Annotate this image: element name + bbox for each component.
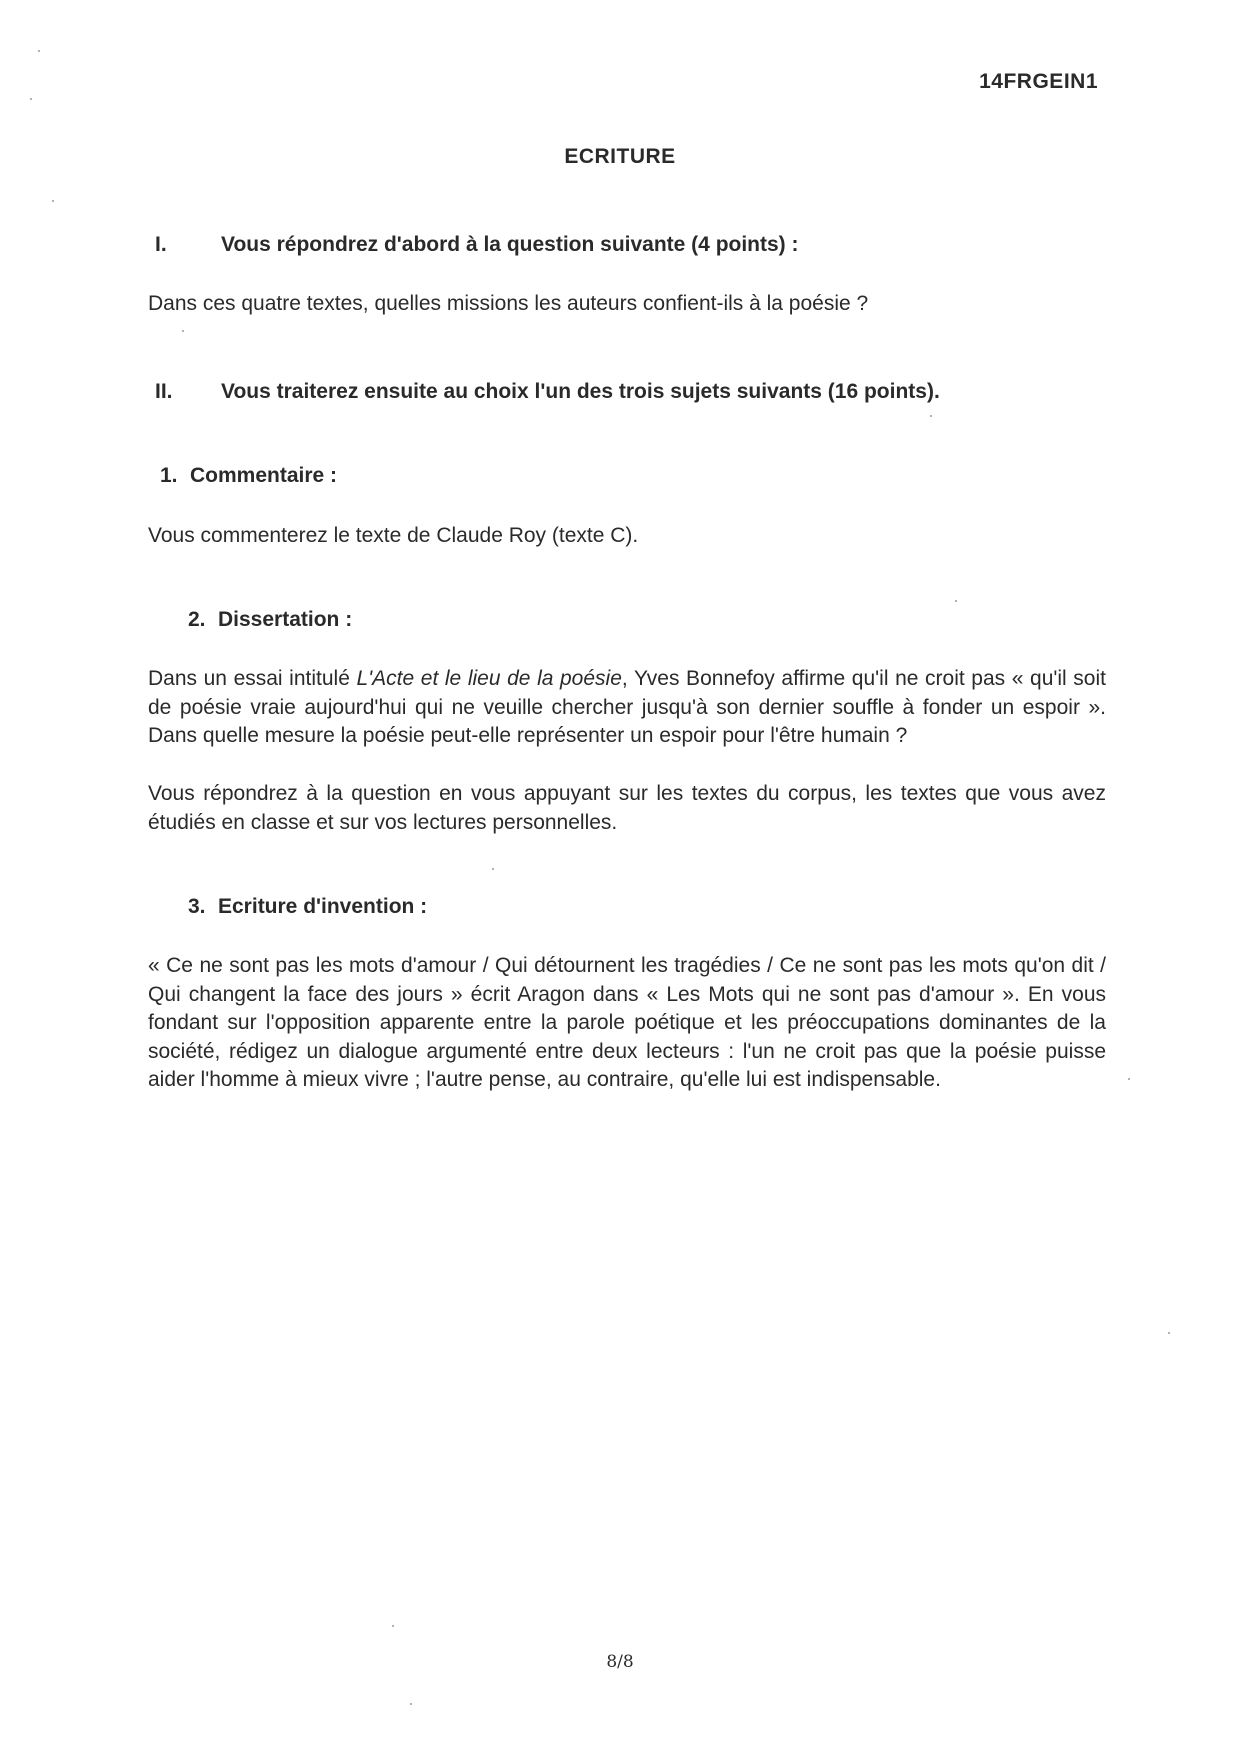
subject1-heading-text: Commentaire : [190,464,338,487]
page-title: ECRITURE [564,145,676,168]
scan-speck [52,200,54,202]
subject2-instructions: Vous répondrez à la question en vous appuyant sur les textes du corpus, les textes que vous avez étudiés en classe et sur vos lectures personnelles. [148,782,1106,834]
subject2-text-after-title: , Yves Bonnefoy affirme qu'il ne croit pas « qu'il soit de poésie vraie aujourd'hui qui ne veuille chercher jusqu'à son dernier souffle à fonder un espoir ». Dans quelle mesure la poésie peut-elle représenter un espoir pour l'être humain ? [148,667,1106,748]
part2-heading-text: Vous traiterez ensuite au choix l'un des trois sujets suivants (16 points). [221,380,940,403]
part2-heading [155,380,940,404]
subject1-text: Vous commenterez le texte de Claude Roy (texte C). [148,524,639,547]
subject2-heading [188,608,352,632]
subject2-book-title: L'Acte et le lieu de la poésie [356,667,622,690]
scan-speck [38,50,40,52]
reference-code: 14FRGEIN1 [979,70,1098,93]
scan-speck [930,415,932,417]
subject2-number: 2. [188,608,206,631]
page-number: 8/8 [606,1652,634,1672]
scan-speck [182,330,184,332]
subject3-number: 3. [188,895,206,918]
scan-speck [492,868,494,870]
scan-speck [410,1703,412,1705]
part1-heading-text: Vous répondrez d'abord à la question suivante (4 points) : [221,233,799,256]
subject2-text [148,665,1106,751]
part1-number: I. [155,233,167,256]
scan-speck [955,600,957,602]
part2-number: II. [155,380,173,403]
subject3-text: « Ce ne sont pas les mots d'amour / Qui détournent les tragédies / Ce ne sont pas les mots qu'on dit / Qui changent la face des jours » écrit Aragon dans « Les Mots qui ne sont pas d'amour ». En vous fondant sur l'opposition apparente entre la parole poétique et les préoccupations dominantes de la société, rédigez un dialogue argumenté entre deux lecteurs : l'un ne croit pas que la poésie puisse aider l'homme à mieux vivre ; l'autre pense, au contraire, qu'elle lui est indispensable. [148,954,1106,1092]
subject1-heading [160,464,337,488]
scan-speck [30,98,32,100]
part1-heading [155,233,799,257]
subject2-text-before-title: Dans un essai intitulé [148,667,357,690]
subject3-heading-text: Ecriture d'invention : [218,895,428,918]
subject1-number: 1. [160,464,178,487]
scan-speck [392,1625,394,1627]
subject2-heading-text: Dissertation : [218,608,353,631]
scan-speck [1168,1332,1170,1334]
subject3-heading [188,895,427,919]
scan-speck [1128,1078,1130,1080]
part1-question: Dans ces quatre textes, quelles missions les auteurs confient-ils à la poésie ? [148,292,869,315]
